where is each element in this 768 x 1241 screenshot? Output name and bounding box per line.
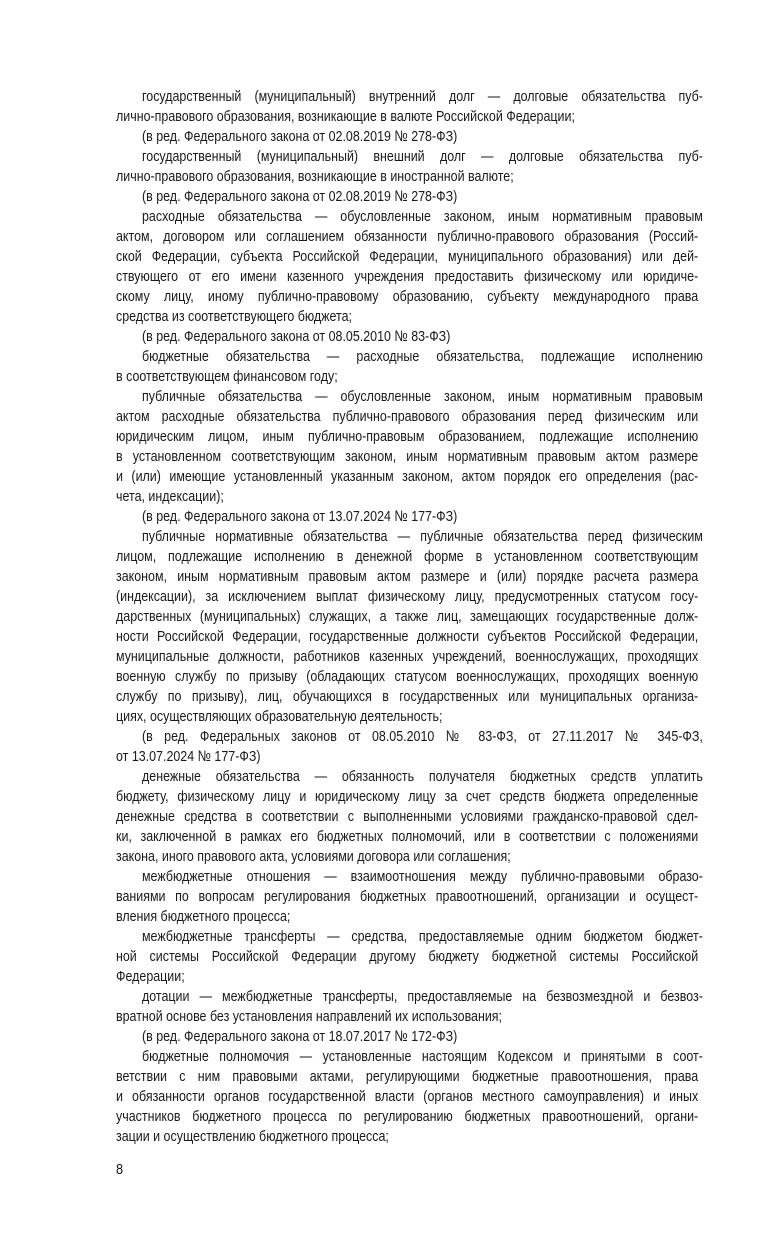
text-line <box>116 1027 698 1047</box>
text-line <box>116 607 698 627</box>
text-line-content: денежные обязательства — обязанность получателя бюджетных средств уплатить <box>142 768 703 785</box>
paragraph <box>116 1027 698 1047</box>
page-body <box>116 87 703 1147</box>
text-line <box>116 147 703 167</box>
text-line <box>116 647 698 667</box>
text-line-content: ветствии с ним правовыми актами, регулирующими бюджетные правоотношения, права <box>116 1068 699 1085</box>
text-line-content: лично-правового образования, возникающие в валюте Российской Федерации; <box>116 108 575 125</box>
paragraph <box>116 127 698 147</box>
paragraph <box>116 867 703 927</box>
text-line <box>116 827 698 847</box>
text-line-content: межбюджетные отношения — взаимоотношения между публично-правовыми образо- <box>142 868 703 885</box>
text-line-content: циях, осуществляющих образовательную деятельность; <box>116 708 443 725</box>
text-line <box>116 447 698 467</box>
text-line <box>116 287 698 307</box>
text-line-content: вратной основе без установления направлений их использования; <box>116 1008 503 1025</box>
text-line <box>116 727 703 747</box>
text-line <box>116 667 698 687</box>
text-line <box>116 427 698 447</box>
paragraph <box>116 527 703 727</box>
text-line <box>116 307 698 327</box>
text-line <box>116 947 698 967</box>
text-line <box>116 187 698 207</box>
paragraph <box>116 327 698 347</box>
text-line <box>116 867 703 887</box>
text-line <box>116 167 698 187</box>
text-line <box>116 227 698 247</box>
text-line-content: от 13.07.2024 № 177-ФЗ) <box>116 748 261 765</box>
text-line <box>116 627 698 647</box>
text-line-content: ности Российской Федерации, государственные должности субъектов Российской Федерации, <box>116 628 699 645</box>
text-line <box>116 467 698 487</box>
text-line-content: службу по призыву), лиц, обучающихся в государственных или муниципальных организа- <box>116 688 699 705</box>
text-line-content: участников бюджетного процесса по регулированию бюджетных правоотношений, органи- <box>116 1108 699 1125</box>
text-line-content: дотации — межбюджетные трансферты, предоставляемые на безвозмездной и безвоз- <box>142 988 703 1005</box>
paragraph <box>116 187 698 207</box>
paragraph <box>116 767 703 867</box>
text-line <box>116 347 703 367</box>
text-line <box>116 1107 698 1127</box>
text-line-content: дарственных (муниципальных) служащих, а также лиц, замещающих государственные долж- <box>116 608 699 625</box>
text-line-content: муниципальные должности, работников казенных учреждений, военнослужащих, проходящих <box>116 648 699 665</box>
text-line <box>116 987 703 1007</box>
text-line-content: актом, договором или соглашением обязанности публично-правового образования (Россий- <box>116 228 699 245</box>
text-line-content: публичные обязательства — обусловленные законом, иным нормативным правовым <box>142 388 703 405</box>
text-line <box>116 367 698 387</box>
text-line <box>116 207 703 227</box>
text-line-content: расходные обязательства — обусловленные законом, иным нормативным правовым <box>142 208 703 225</box>
text-line-content: (в ред. Федерального закона от 02.08.2019 № 278-ФЗ) <box>142 128 458 145</box>
text-line-content: публичные нормативные обязательства — публичные обязательства перед физическим <box>142 528 703 545</box>
text-line-content: Федерации; <box>116 968 185 985</box>
text-line <box>116 407 698 427</box>
text-line <box>116 747 698 767</box>
paragraph <box>116 207 703 327</box>
paragraph <box>116 507 698 527</box>
text-line-content: юридическим лицом, иным публично-правовым образованием, подлежащие исполнению <box>116 428 699 445</box>
paragraph <box>116 387 703 507</box>
text-line-content: бюджетные полномочия — установленные настоящим Кодексом и принятыми в соот- <box>142 1048 703 1065</box>
text-line-content: закона, иного правового акта, условиями договора или соглашения; <box>116 848 511 865</box>
text-line-content: военную службу по призыву (обладающих статусом военнослужащих, проходящих военную <box>116 668 699 685</box>
paragraph <box>116 147 703 187</box>
text-line-content: и (или) имеющие установленный указанным законом, актом порядок его определения (рас- <box>116 468 699 485</box>
paragraph <box>116 347 703 387</box>
text-line <box>116 247 698 267</box>
text-line-content: бюджетные обязательства — расходные обязательства, подлежащие исполнению <box>142 348 703 365</box>
paragraph <box>116 87 703 127</box>
text-line-content: (в ред. Федерального закона от 02.08.2019 № 278-ФЗ) <box>142 188 458 205</box>
paragraph <box>116 987 703 1027</box>
text-line-content: ствующего от его имени казенного учреждения предоставить физическому или юридиче- <box>116 268 699 285</box>
text-line <box>116 327 698 347</box>
text-line <box>116 687 698 707</box>
text-line <box>116 127 698 147</box>
text-line <box>116 967 698 987</box>
text-line-content: (в ред. Федерального закона от 18.07.2017 № 172-ФЗ) <box>142 1028 458 1045</box>
text-line-content: ваниями по вопросам регулирования бюджетных правоотношений, организации и осущест- <box>116 888 699 905</box>
text-line-content: в установленном соответствующим законом, иным нормативным правовым актом размере <box>116 448 699 465</box>
paragraph <box>116 727 703 767</box>
text-line <box>116 1067 698 1087</box>
text-line <box>116 1087 698 1107</box>
text-line <box>116 807 698 827</box>
text-line <box>116 87 703 107</box>
text-line-content: ской Федерации, субъекта Российской Федерации, муниципального образования) или дей- <box>116 248 699 265</box>
text-line-content: скому лицу, иному публично-правовому образованию, субъекту международного права <box>116 288 699 305</box>
text-line-content: ки, заключенной в рамках его бюджетных полномочий, или в соответствии с положениями <box>116 828 699 845</box>
text-line-content: бюджету, физическому лицу и юридическому лицу за счет средств бюджета определенные <box>116 788 699 805</box>
text-line <box>116 1007 698 1027</box>
text-line-content: чета, индексации); <box>116 488 224 505</box>
text-line-content: межбюджетные трансферты — средства, предоставляемые одним бюджетом бюджет- <box>142 928 703 945</box>
text-line-content: зации и осуществлению бюджетного процесса; <box>116 1128 389 1145</box>
text-line <box>116 1047 703 1067</box>
text-line <box>116 567 698 587</box>
text-line <box>116 767 703 787</box>
text-line-content: законом, иным нормативным правовым актом размере и (или) порядке расчета размера <box>116 568 699 585</box>
text-line-content: средства из соответствующего бюджета; <box>116 308 352 325</box>
text-line-content: и обязанности органов государственной власти (органов местного самоуправления) и иных <box>116 1088 699 1105</box>
text-line-content: государственный (муниципальный) внешний долг — долговые обязательства пуб- <box>142 148 703 165</box>
text-line-content: (в ред. Федерального закона от 08.05.2010 № 83-ФЗ) <box>142 328 451 345</box>
text-line-content: лицом, подлежащие исполнению в денежной форме в установленном соответствующим <box>116 548 699 565</box>
text-line-content: (индексации), за исключением выплат физическому лицу, предусмотренных статусом госу- <box>116 588 699 605</box>
text-line <box>116 847 698 867</box>
text-line <box>116 107 698 127</box>
text-line <box>116 1127 698 1147</box>
text-line <box>116 487 698 507</box>
text-line <box>116 927 703 947</box>
text-line <box>116 547 698 567</box>
paragraph <box>116 1047 703 1147</box>
text-line <box>116 387 703 407</box>
text-line <box>116 507 698 527</box>
text-line-content: вления бюджетного процесса; <box>116 908 291 925</box>
text-line-content: в соответствующем финансовом году; <box>116 368 338 385</box>
text-line <box>116 587 698 607</box>
text-line <box>116 267 698 287</box>
text-line-content: лично-правового образования, возникающие в иностранной валюте; <box>116 168 514 185</box>
text-line-content: государственный (муниципальный) внутренний долг — долговые обязательства пуб- <box>142 88 703 105</box>
paragraph <box>116 927 703 987</box>
text-line-content: ной системы Российской Федерации другому бюджету бюджетной системы Российской <box>116 948 699 965</box>
text-line <box>116 707 698 727</box>
text-line <box>116 907 698 927</box>
text-line-content: (в ред. Федерального закона от 13.07.2024 № 177-ФЗ) <box>142 508 458 525</box>
page-number: 8 <box>116 1161 124 1178</box>
text-line-content: актом расходные обязательства публично-правового образования перед физическим или <box>116 408 699 425</box>
text-line-content: (в ред. Федеральных законов от 08.05.2010 № 83-ФЗ, от 27.11.2017 № 345-ФЗ, <box>142 728 703 745</box>
text-line <box>116 527 703 547</box>
text-line-content: денежные средства в соответствии с выполненными условиями гражданско-правовой сдел- <box>116 808 699 825</box>
text-line <box>116 787 698 807</box>
text-line <box>116 887 698 907</box>
